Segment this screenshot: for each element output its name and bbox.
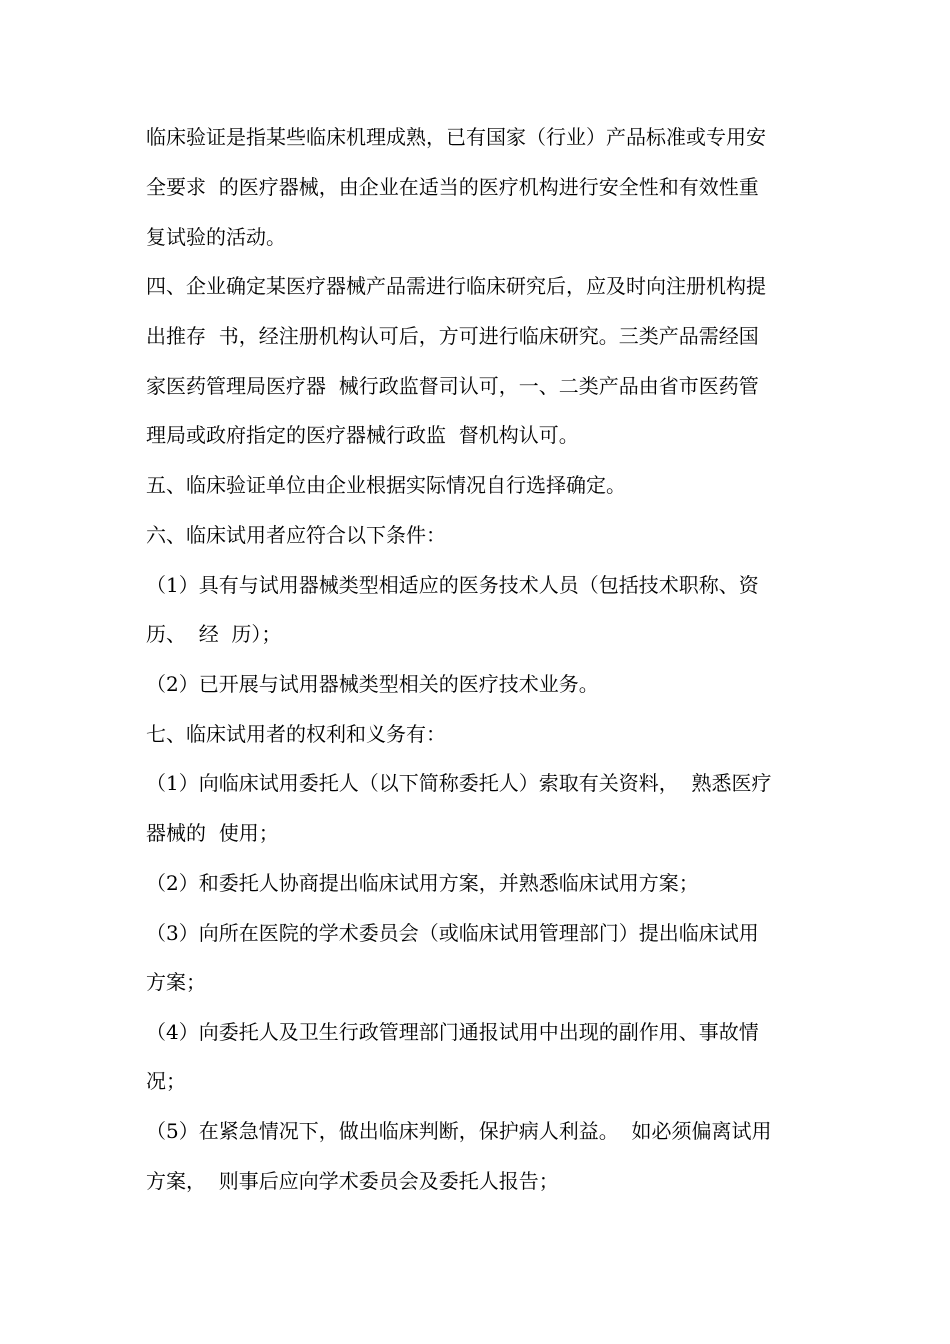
text-line: 六、临床试用者应符合以下条件： bbox=[146, 523, 446, 547]
text-line: 全要求 的医疗器械，由企业在适当的医疗机构进行安全性和有效性重 bbox=[146, 175, 759, 199]
text-line: （5）在紧急情况下，做出临床判断，保护病人利益。 如必须偏离试用 bbox=[146, 1119, 772, 1143]
text-line: （3）向所在医院的学术委员会（或临床试用管理部门）提出临床试用 bbox=[146, 921, 759, 945]
text-line: 七、临床试用者的权利和义务有： bbox=[146, 722, 446, 746]
text-line: 出推存 书，经注册机构认可后，方可进行临床研究。三类产品需经国 bbox=[146, 324, 759, 348]
text-line: 历、 经 历）； bbox=[146, 622, 282, 646]
text-line: （2）已开展与试用器械类型相关的医疗技术业务。 bbox=[146, 672, 599, 696]
text-line: （1）向临床试用委托人（以下简称委托人）索取有关资料， 熟悉医疗 bbox=[146, 771, 772, 795]
text-line: 理局或政府指定的医疗器械行政监 督机构认可。 bbox=[146, 423, 579, 447]
text-line: （4）向委托人及卫生行政管理部门通报试用中出现的副作用、事故情 bbox=[146, 1020, 759, 1044]
text-line: 四、企业确定某医疗器械产品需进行临床研究后，应及时向注册机构提 bbox=[146, 274, 766, 298]
text-line: 复试验的活动。 bbox=[146, 225, 286, 249]
text-line: （2）和委托人协商提出临床试用方案，并熟悉临床试用方案； bbox=[146, 871, 699, 895]
text-line: 况； bbox=[146, 1069, 186, 1093]
text-line: 临床验证是指某些临床机理成熟，已有国家（行业）产品标准或专用安 bbox=[146, 125, 766, 149]
text-line: （1）具有与试用器械类型相适应的医务技术人员（包括技术职称、资 bbox=[146, 573, 759, 597]
text-line: 五、临床验证单位由企业根据实际情况自行选择确定。 bbox=[146, 473, 626, 497]
text-line: 家医药管理局医疗器 械行政监督司认可，一、二类产品由省市医药管 bbox=[146, 374, 759, 398]
text-line: 方案， 则事后应向学术委员会及委托人报告； bbox=[146, 1169, 559, 1193]
text-line: 器械的 使用； bbox=[146, 821, 279, 845]
text-line: 方案； bbox=[146, 970, 206, 994]
